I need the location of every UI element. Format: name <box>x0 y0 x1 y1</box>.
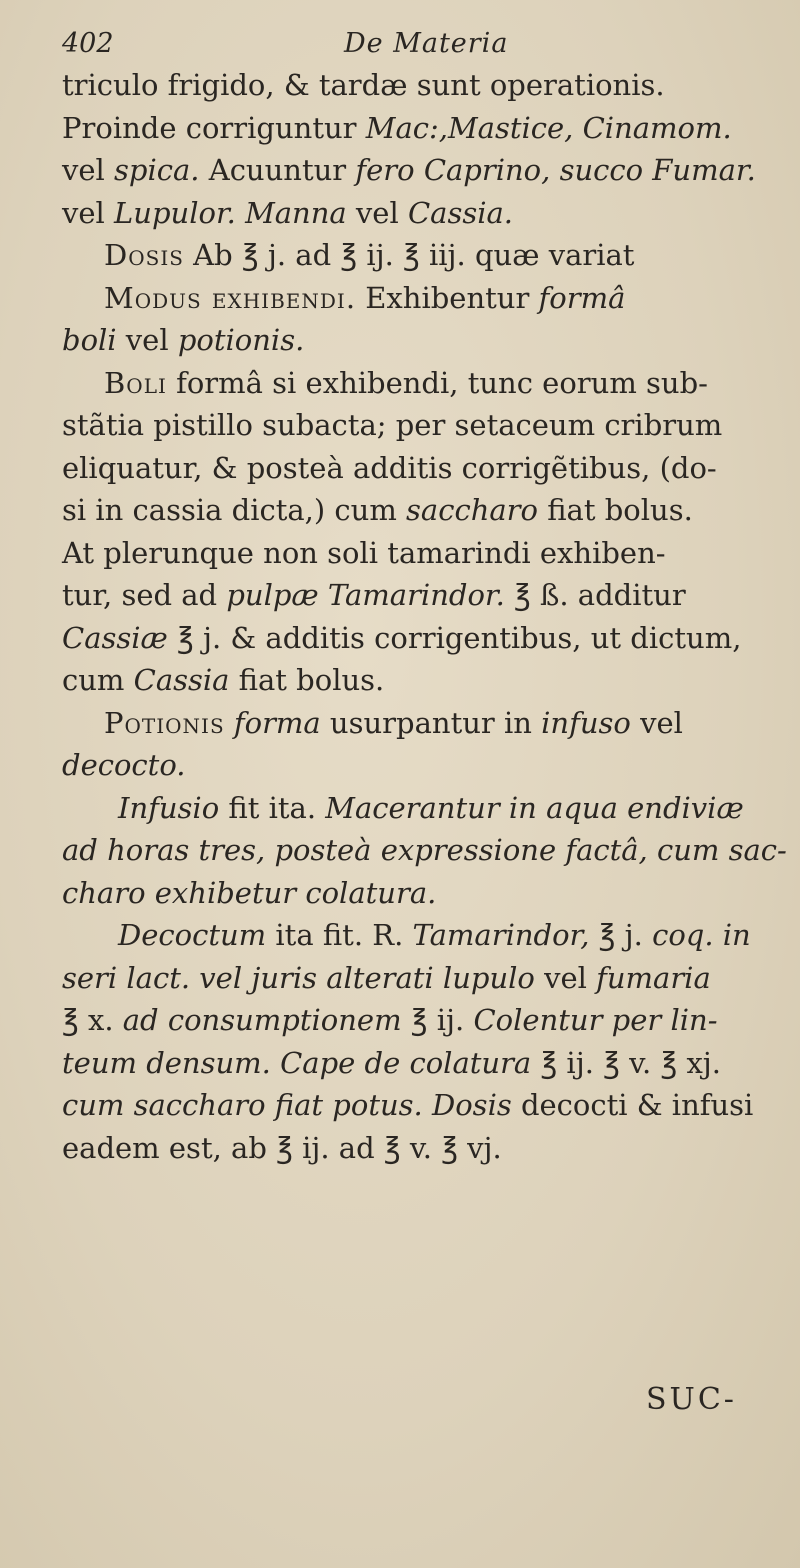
text-run: teum densum. Cape de colatura <box>62 1045 532 1080</box>
running-title: De Materia <box>344 28 509 59</box>
text-run: ad consumptionem <box>122 1003 402 1037</box>
text-run: Macerantur in aqua endiviæ <box>325 790 744 825</box>
text-line <box>62 999 762 1042</box>
text-run: Cassiæ <box>62 620 168 655</box>
text-line <box>62 574 762 617</box>
text-run: Colentur per lin- <box>473 1003 718 1037</box>
text-run: pulpæ Tamarindor. <box>226 578 505 612</box>
text-line <box>62 1084 762 1127</box>
text-run: Boli <box>104 365 167 400</box>
text-line <box>62 829 787 872</box>
text-run: saccharo <box>406 493 538 527</box>
text-run: Dosis <box>104 238 184 272</box>
text-run: vel <box>62 195 115 230</box>
text-run: ita fit. R. <box>266 918 413 952</box>
page-header <box>60 18 760 62</box>
text-line <box>62 914 762 957</box>
text-run: formâ si exhibendi, tunc eorum sub- <box>166 365 708 400</box>
text-run: ℥ ij. ℥ v. ℥ xj. <box>531 1045 722 1080</box>
text-line <box>62 744 762 787</box>
text-run: vel <box>346 195 408 230</box>
text-run: Infusio <box>118 790 220 825</box>
text-line <box>62 149 762 192</box>
text-run: fiat bolus. <box>538 493 693 527</box>
text-run: ℥ x. <box>62 1003 123 1037</box>
text-run: eadem est, ab ℥ ij. ad ℥ v. ℥ vj. <box>62 1130 502 1165</box>
text-run: Modus exhibendi. <box>104 280 357 315</box>
text-line <box>62 787 762 830</box>
text-line <box>62 659 762 702</box>
text-run: fit ita. <box>219 790 326 825</box>
text-line <box>62 702 762 745</box>
text-run: decocto. <box>62 748 186 782</box>
text-run: coq. in <box>652 918 751 952</box>
text-run: ℥ j. & additis corrigentibus, ut dictum, <box>167 620 742 655</box>
text-run: fero Caprino, succo Fumar. <box>355 153 756 187</box>
text-run: Lupulor. Manna <box>114 195 347 230</box>
text-run: cum <box>62 663 134 697</box>
text-run: vel <box>630 705 683 740</box>
text-run: triculo frigido, & tardæ sunt operationis. <box>62 68 665 102</box>
text-line <box>62 1042 762 1085</box>
text-run: usurpantur in <box>320 705 542 740</box>
text-line <box>62 107 762 150</box>
text-line <box>62 872 762 915</box>
text-line <box>62 489 762 532</box>
text-run: Acuuntur <box>199 153 356 187</box>
text-run: tur, sed ad <box>62 578 227 612</box>
text-run: ℥ ij. <box>401 1003 474 1037</box>
text-run: ℥ ß. additur <box>504 578 686 612</box>
text-run: Decoctum <box>118 918 267 952</box>
text-line <box>62 277 762 320</box>
text-run: Cassia <box>133 663 230 697</box>
text-run: infuso <box>541 705 631 740</box>
text-line <box>62 64 762 107</box>
text-run: vel <box>62 153 115 187</box>
text-line <box>62 404 762 447</box>
text-run: Exhibentur <box>356 280 539 315</box>
text-run: boli <box>62 323 117 357</box>
text-run: Proinde corriguntur <box>62 110 366 145</box>
text-line <box>62 234 762 277</box>
text-line <box>62 362 762 405</box>
text-line <box>62 447 762 490</box>
text-run: charo exhibetur colatura. <box>62 875 437 910</box>
text-run: seri lact. vel juris alterati lupulo <box>62 960 535 995</box>
text-run: forma <box>224 705 321 740</box>
text-run: vel <box>116 323 178 357</box>
text-line <box>62 319 762 362</box>
text-run: fumaria <box>596 960 711 995</box>
text-run: At plerunque non soli tamarindi exhiben- <box>62 535 666 570</box>
text-run: Mac:,Mastice, Cinamom. <box>365 110 732 145</box>
text-run: Ab ℥ j. ad ℥ ij. ℥ iij. quæ variat <box>183 238 635 272</box>
text-run: Cassia. <box>407 195 513 230</box>
text-run: ℥ j. <box>589 918 653 952</box>
text-run: spica. <box>114 153 200 187</box>
text-run: potionis. <box>177 323 305 357</box>
catchword: SUC- <box>646 1382 737 1417</box>
text-run: cum saccharo fiat potus. Dosis <box>62 1088 512 1122</box>
text-run: decocti & infusi <box>511 1088 754 1122</box>
text-run: ad horas tres, posteà expressione factâ, cum sac- <box>62 833 787 867</box>
text-run: Potionis <box>104 705 225 740</box>
text-run: formâ <box>538 280 626 315</box>
text-run: si in cassia dicta,) cum <box>62 493 407 527</box>
text-run: Tamarindor, <box>412 918 590 952</box>
text-run: eliquatur, & posteà additis corrigẽtibus, (do- <box>62 450 717 485</box>
text-run: vel <box>534 960 597 995</box>
text-line <box>62 532 762 575</box>
text-line <box>62 617 762 660</box>
text-body <box>62 64 787 1169</box>
text-line <box>62 1127 762 1170</box>
text-line <box>62 192 762 235</box>
text-run: fiat bolus. <box>229 663 385 697</box>
page-number: 402 <box>62 28 114 59</box>
text-line <box>62 957 762 1000</box>
text-run: stãtia pistillo subacta; per setaceum cribrum <box>62 408 723 442</box>
